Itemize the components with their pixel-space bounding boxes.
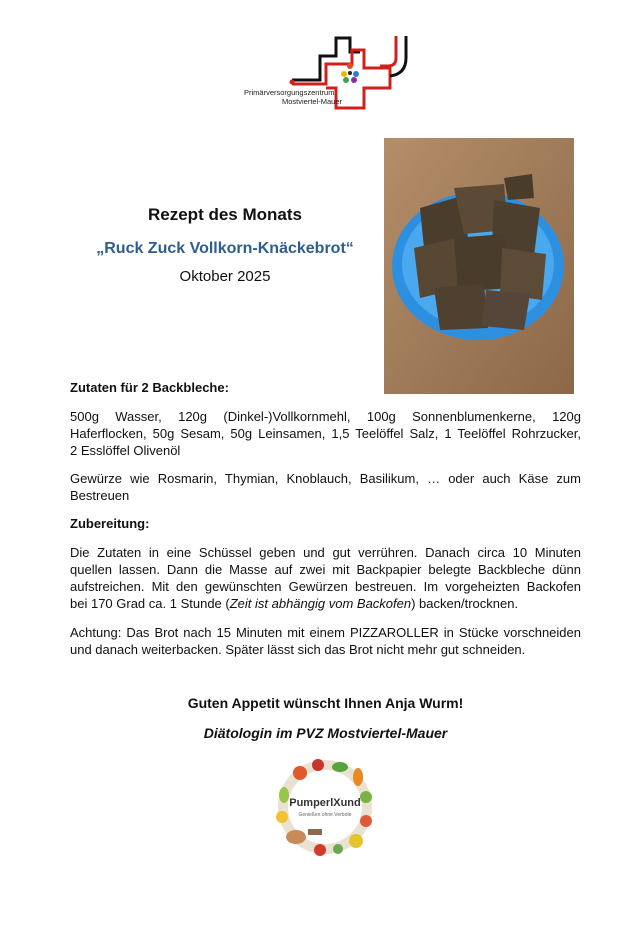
ingredients-line-3: 2 Esslöffel Olivenöl — [70, 443, 181, 458]
preparation-line-4 — [70, 595, 581, 612]
page-title: Rezept des Monats — [148, 205, 302, 224]
spices-line-1: Gewürze wie Rosmarin, Thymian, Knoblauch, Basilikum, … oder auch Käse zum — [70, 471, 581, 486]
preparation-line-1: Die Zutaten in eine Schüssel geben und gut verrühren. Danach circa 10 Minuten — [70, 545, 581, 560]
ingredients-list — [70, 408, 581, 459]
logo-line-1: Primärversorgungszentrum — [244, 88, 335, 97]
logo-line-2: Mostviertel-Mauer — [282, 97, 343, 106]
recipe-name: „Ruck Zuck Vollkorn-Knäckebrot“ — [96, 240, 354, 257]
ingredients-line-2: Haferflocken, 50g Sesam, 50g Leinsamen, 1,5 Teelöffel Salz, 1 Teelöffel Rohrzucker, — [70, 426, 581, 441]
pumperlxund-logo — [270, 755, 380, 860]
preparation-line-2: quellen lassen. Dann die Masse auf zwei mit Backpapier belegte Backbleche dünn — [70, 562, 581, 577]
closing-signature: Diätologin im PVZ Mostviertel-Mauer — [203, 725, 448, 741]
pumperlxund-tagline: Genießen ohne Verbote — [298, 812, 352, 818]
preparation-line-4-italic: Zeit ist abhängig vom Backofen — [229, 596, 412, 611]
preparation-text — [70, 544, 581, 612]
pvz-logo — [240, 28, 420, 110]
spices-text — [70, 470, 581, 504]
ingredients-line-1: 500g Wasser, 120g (Dinkel-)Vollkornmehl, 100g Sonnenblumenkerne, 120g — [70, 409, 581, 424]
preparation-line-4-start: bei 170 Grad ca. 1 Stunde ( — [70, 596, 230, 611]
pumperlxund-name: PumperlXund — [289, 797, 361, 809]
warning-text — [70, 624, 581, 658]
ingredients-heading: Zutaten für 2 Backbleche: — [70, 380, 229, 395]
recipe-photo — [384, 138, 574, 394]
preparation-line-3: aufstreichen. Mit den gewünschten Gewürzen bestreuen. Im vorgeheizten Backofen — [70, 579, 581, 594]
preparation-line-4-end: ) backen/trocknen. — [411, 596, 519, 611]
spices-line-2: Bestreuen — [70, 488, 130, 503]
crispbread-bowl-image — [384, 138, 574, 394]
closing-greeting: Guten Appetit wünscht Ihnen Anja Wurm! — [187, 695, 464, 711]
warning-line-2: und danach weiterbacken. Später lässt sich das Brot nicht mehr gut schneiden. — [70, 642, 526, 657]
warning-line-1: Achtung: Das Brot nach 15 Minuten mit einem PIZZAROLLER in Stücke vorschneiden — [70, 625, 581, 640]
preparation-heading: Zubereitung: — [70, 516, 150, 531]
recipe-date: Oktober 2025 — [179, 268, 271, 285]
